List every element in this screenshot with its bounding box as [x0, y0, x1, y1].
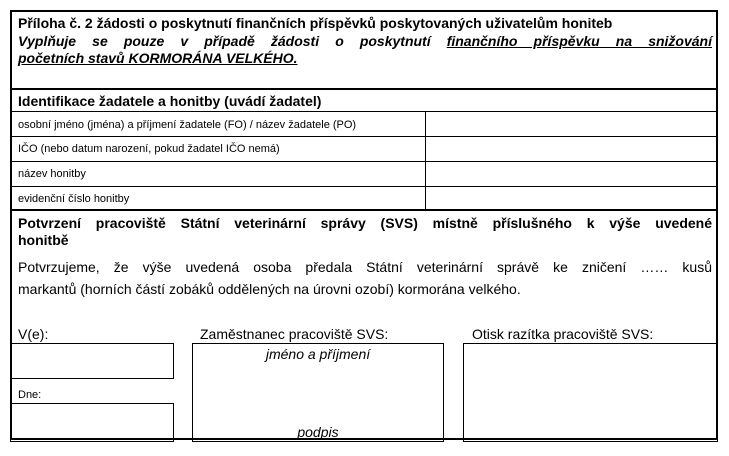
confirmation-text — [18, 259, 712, 297]
place-field[interactable] — [10, 343, 174, 379]
applicant-name-label: osobní jméno (jména) a příjmení žadatele (FO) / název žadatele (PO) — [18, 119, 357, 131]
registration-number-field[interactable] — [426, 188, 716, 208]
instruction-note — [18, 33, 712, 66]
hunting-ground-name-field[interactable] — [426, 163, 716, 185]
identification-heading: Identifikace žadatele a honitby (uvádí žadatel) — [18, 93, 322, 109]
confirmation-heading — [18, 215, 712, 248]
column-divider — [425, 112, 426, 209]
place-label: V(e): — [18, 326, 49, 342]
divider — [12, 136, 716, 137]
confirmation-text-line1: Potvrzujeme, že výše uvedená osoba předala Státní veterinární správě ke zničení …… kusů — [18, 259, 712, 275]
divider — [12, 88, 716, 90]
instruction-note-plain: Vyplňuje se pouze v případě žádosti o poskytnutí — [18, 33, 447, 49]
employee-label: Zaměstnanec pracoviště SVS: — [200, 326, 389, 342]
applicant-name-field[interactable] — [426, 113, 716, 135]
divider — [12, 161, 716, 162]
divider — [12, 186, 716, 187]
stamp-box[interactable] — [463, 343, 718, 442]
date-field[interactable] — [10, 403, 174, 442]
divider — [12, 209, 716, 211]
ico-label: IČO (nebo datum narození, pokud žadatel IČO nemá) — [18, 143, 280, 155]
confirmation-heading-line2: honitbě — [18, 232, 69, 248]
divider — [12, 111, 716, 112]
instruction-note-underlined-1: finančního příspěvku na snižování — [446, 33, 712, 49]
name-hint: jméno a příjmení — [265, 346, 371, 362]
attachment-title: Příloha č. 2 žádosti o poskytnutí finančních příspěvků poskytovaných uživatelům honiteb — [18, 15, 613, 31]
form-frame — [10, 10, 718, 440]
date-label: Dne: — [18, 389, 42, 401]
confirmation-text-line2: markantů (horních částí zobáků oddělených na úrovni ozobí) kormorána velkého. — [18, 281, 521, 297]
hunting-ground-name-label: název honitby — [18, 168, 86, 180]
signature-hint: podpis — [297, 424, 339, 440]
instruction-note-underlined-2: početních stavů KORMORÁNA VELKÉHO. — [18, 50, 298, 66]
confirmation-heading-line1: Potvrzení pracoviště Státní veterinární správy (SVS) místně příslušného k výše uvedené — [18, 215, 712, 231]
ico-field[interactable] — [426, 138, 716, 160]
employee-signature-box[interactable] — [192, 343, 444, 442]
stamp-label: Otisk razítka pracoviště SVS: — [472, 326, 654, 342]
registration-number-label: evidenční číslo honitby — [18, 193, 130, 205]
